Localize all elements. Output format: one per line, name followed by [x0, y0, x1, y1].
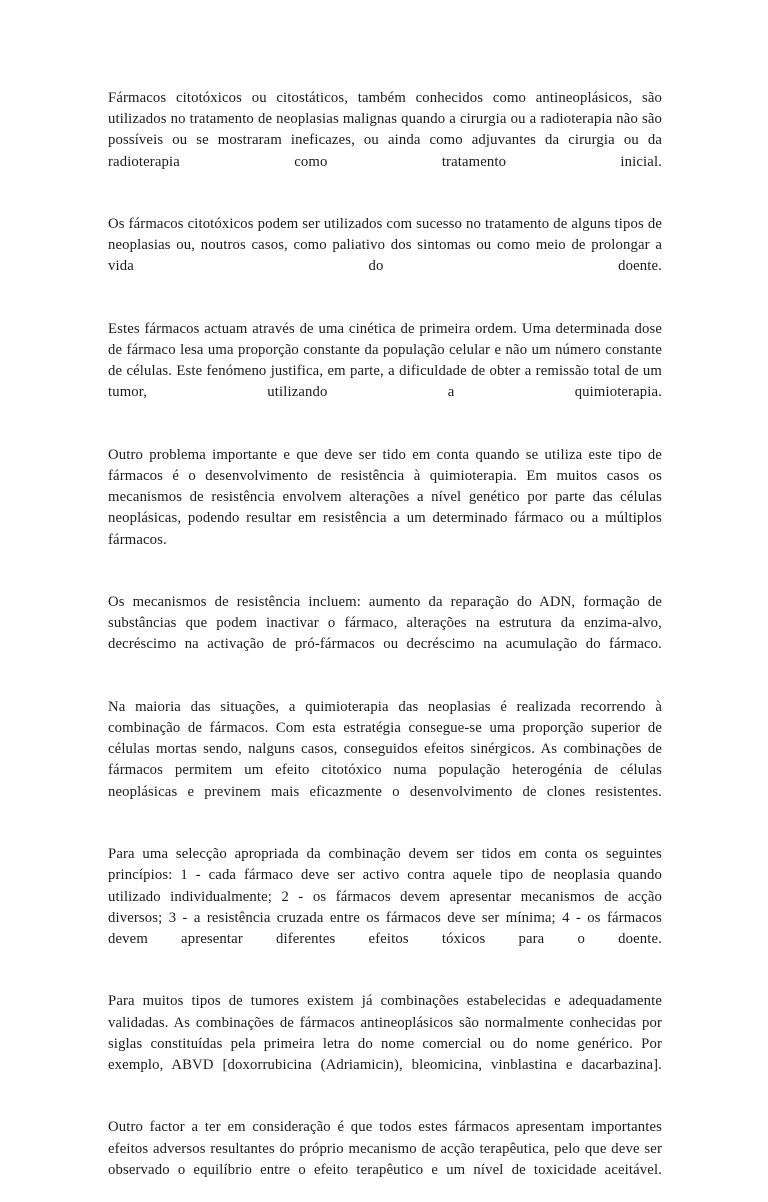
paragraph: Os fármacos citotóxicos podem ser utilizados com sucesso no tratamento de alguns tipos de neoplasias ou, noutros casos, como paliativo dos sintomas ou como meio de prolongar a vida do doente. [108, 216, 662, 275]
paragraph: Na maioria das situações, a quimioterapia das neoplasias é realizada recorrendo à combinação de fármacos. Com esta estratégia consegue-se uma proporção superior de células mortas sendo, nalguns casos, conseguidos efeitos sinérgicos. As combinações de fármacos permitem um efeito citotóxico numa população heterogénia de células neoplásicas e previnem mais eficazmente o desenvolvimento de clones resistentes. [108, 698, 662, 800]
paragraph: Os mecanismos de resistência incluem: aumento da reparação do ADN, formação de substâncias que podem inactivar o fármaco, alterações na estrutura da enzima-alvo, decréscimo na activação de pró-fármacos ou decréscimo na acumulação do fármaco. [108, 594, 662, 653]
paragraph: Para muitos tipos de tumores existem já combinações estabelecidas e adequadamente validadas. As combinações de fármacos antineoplásicos são normalmente conhecidas por siglas constituídas pela primeira letra do nome comercial ou do nome genérico. Por exemplo, ABVD [doxorrubicina (Adriamicin), bleomicina, vinblastina e dacarbazina]. [108, 993, 662, 1073]
paragraph: Estes fármacos actuam através de uma cinética de primeira ordem. Uma determinada dose de fármaco lesa uma proporção constante da população celular e não um número constante de células. Este fenómeno justifica, em parte, a dificuldade de obter a remissão total de um tumor, utilizando a quimioterapia. [108, 320, 662, 401]
paragraph: Outro problema importante e que deve ser tido em conta quando se utiliza este tipo de fármacos é o desenvolvimento de resistência à quimioterapia. Em muitos casos os mecanismos de resistência envolvem alterações a nível genético por parte das células neoplásicas, podendo resultar em resistência a um determinado fármaco ou a múltiplos fármacos. [108, 446, 662, 548]
paragraph: Outro factor a ter em consideração é que todos estes fármacos apresentam importantes efeitos adversos resultantes do próprio mecanismo de acção terapêutica, pelo que deve ser observado o equilíbrio entre o efeito terapêutico e um nível de toxicidade aceitável. [108, 1119, 662, 1178]
text-column [108, 88, 662, 1202]
paragraph: Fármacos citotóxicos ou citostáticos, também conhecidos como antineoplásicos, são utilizados no tratamento de neoplasias malignas quando a cirurgia ou a radioterapia não são possíveis ou se mostraram ineficazes, ou ainda como adjuvantes da cirurgia ou da radioterapia como tratamento inicial. [108, 90, 662, 170]
paragraph: Para uma selecção apropriada da combinação devem ser tidos em conta os seguintes princípios: 1 - cada fármaco deve ser activo contra aquele tipo de neoplasia quando utilizado individualmente; 2 - os fármacos devem apresentar mecanismos de acção diversos; 3 - a resistência cruzada entre os fármacos deve ser mínima; 4 - os fármacos devem apresentar diferentes efeitos tóxicos para o doente. [108, 846, 662, 947]
